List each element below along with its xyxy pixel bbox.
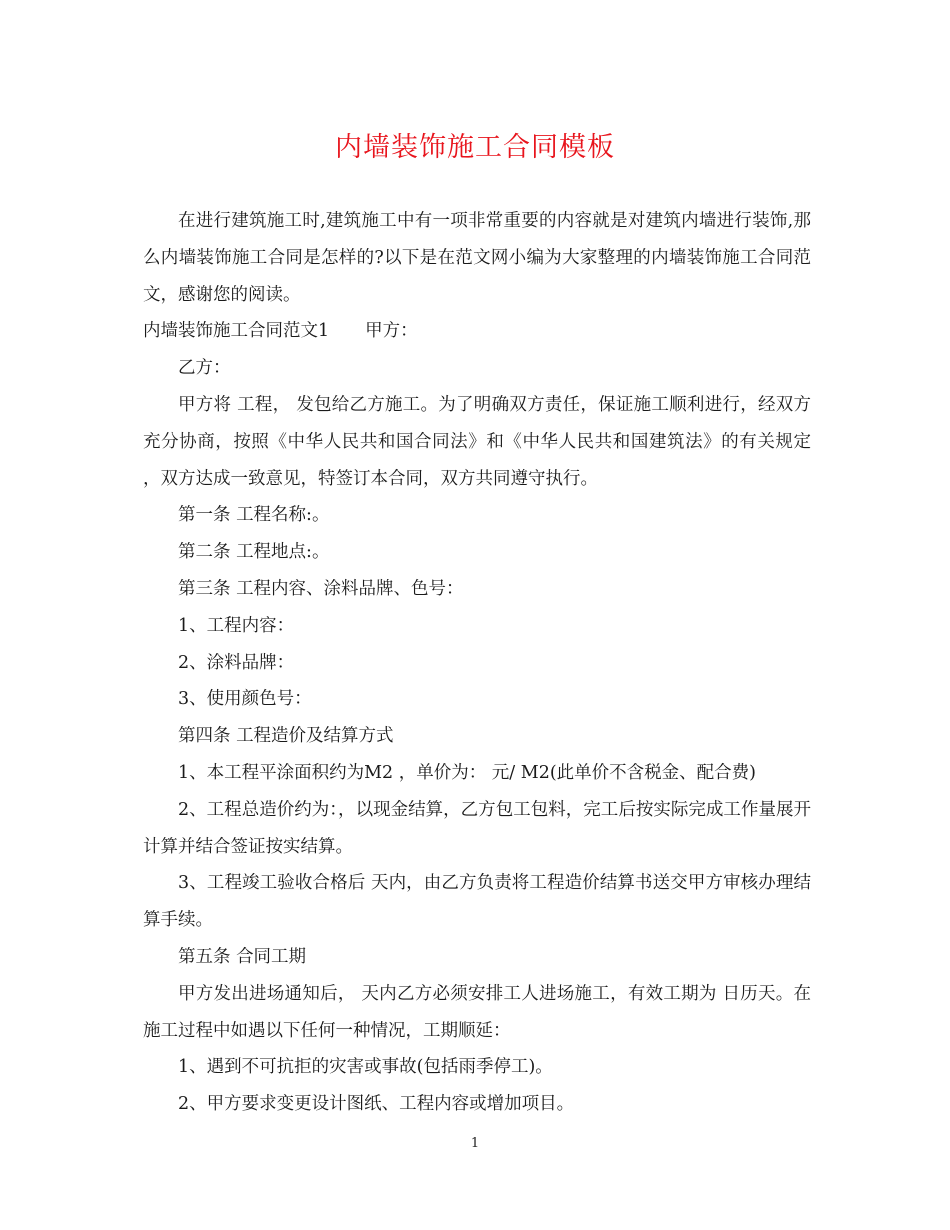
document-body <box>143 203 811 1123</box>
page-number: 1 <box>470 1136 480 1151</box>
article-3-item-3: 3、使用颜色号： <box>178 689 312 710</box>
article-5-paragraph: 甲方发出进场通知后， 天内乙方必须安排工人进场施工，有效工期为 日历天。在施工过程中如遇以下任何一种情况，工期顺延： <box>143 983 811 1041</box>
article-4-item-3: 3、工程竣工验收合格后 天内，由乙方负责将工程造价结算书送交甲方审核办理结算手续。 <box>143 873 811 931</box>
preamble-paragraph: 甲方将 工程， 发包给乙方施工。为了明确双方责任，保证施工顺利进行，经双方充分协商，按照《中华人民共和国合同法》和《中华人民共和国建筑法》的有关规定 ，双方达成一致意见，特签订本合同，双方共同遵守执行。 <box>143 394 811 489</box>
article-3: 第三条 工程内容、涂料品牌、色号： <box>178 578 464 599</box>
article-2: 第二条 工程地点:。 <box>178 542 330 563</box>
article-3-item-2: 2、涂料品牌： <box>178 652 295 673</box>
article-1: 第一条 工程名称:。 <box>178 505 330 526</box>
sample-heading: 内墙装饰施工合同范文1 <box>143 321 330 342</box>
party-a-label: 甲方： <box>365 321 418 342</box>
article-4-item-1: 1、本工程平涂面积约为M2 ，单价为： 元/ M2(此单价不含税金、配合费) <box>178 762 756 783</box>
article-5-item-1: 1、遇到不可抗拒的灾害或事故(包括雨季停工)。 <box>178 1057 553 1078</box>
article-4-item-2: 2、工程总造价约为：，以现金结算，乙方包工包料，完工后按实际完成工作量展开计算并结合签证按实结算。 <box>143 799 811 857</box>
intro-paragraph: 在进行建筑施工时,建筑施工中有一项非常重要的内容就是对建筑内墙进行装饰,那么内墙装饰施工合同是怎样的?以下是在范文网小编为大家整理的内墙装饰施工合同范文，感谢您的阅读。 <box>143 211 811 305</box>
article-5-item-2: 2、甲方要求变更设计图纸、工程内容或增加项目。 <box>178 1094 575 1115</box>
document-title: 内墙装饰施工合同模板 <box>335 132 615 163</box>
article-3-item-1: 1、工程内容： <box>178 615 295 636</box>
sample-heading-line <box>143 313 811 350</box>
party-b-label: 乙方： <box>178 358 231 379</box>
article-5: 第五条 合同工期 <box>178 946 307 967</box>
article-4: 第四条 工程造价及结算方式 <box>178 726 394 747</box>
